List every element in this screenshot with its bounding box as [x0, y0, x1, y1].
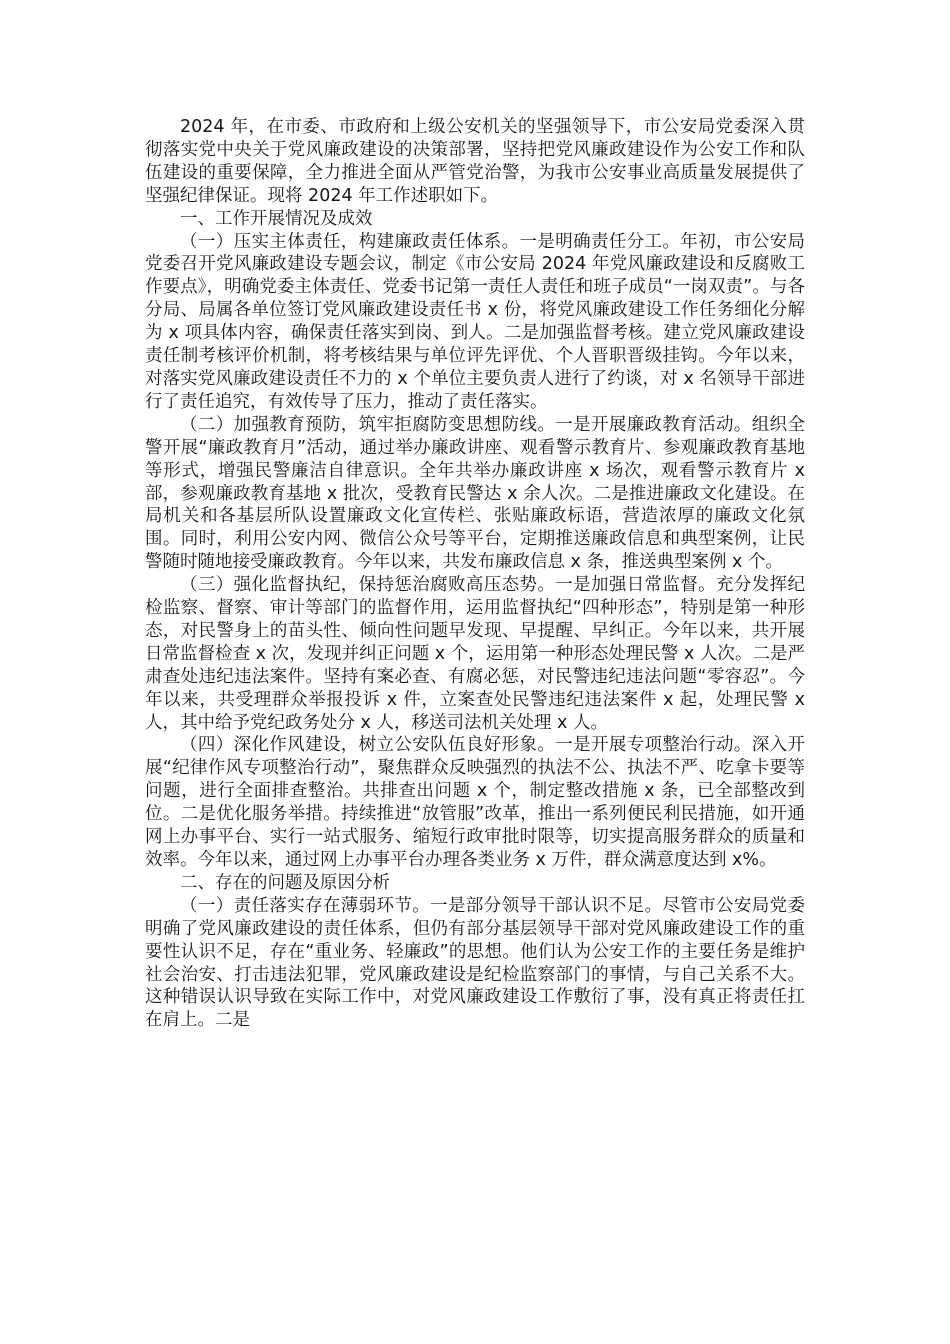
paragraph-problems: （一）责任落实存在薄弱环节。一是部分领导干部认识不足。尽管市公安局党委明确了党风廉政建设的责任体系，但仍有部分基层领导干部对党风廉政建设工作的重要性认识不足，存在“重业务、轻廉政”的思想。他们认为公安工作的主要任务是维护社会治安、打击违法犯罪，党风廉政建设是纪检监察部门的事情，与自己关系不大。这种错误认识导致在实际工作中，对党风廉政建设工作敷衍了事，没有真正将责任扛在肩上。二是 — [145, 895, 805, 1031]
paragraph-responsibility: （一）压实主体责任，构建廉政责任体系。一是明确责任分工。年初，市公安局党委召开党风廉政建设专题会议，制定《市公安局 2024 年党风廉政建设和反腐败工作要点》，明确党委主体责任、党委书记第一责任人责任和班子成员“一岗双责”。与各分局、局属各单位签订党风廉政建设责任书 x 份，将党风廉政建设工作任务细化分解为 x 项具体内容，确保责任落实到岗、到人。二是加强监督考核。建立党风廉政建设责任制考核评价机制，将考核结果与单位评先评优、个人晋职晋级挂钩。今年以来，对落实党风廉政建设责任不力的 x 个单位主要负责人进行了约谈，对 x 名领导干部进行了责任追究，有效传导了压力，推动了责任落实。 — [145, 231, 805, 412]
paragraph-education: （二）加强教育预防，筑牢拒腐防变思想防线。一是开展廉政教育活动。组织全警开展“廉政教育月”活动，通过举办廉政讲座、观看警示教育片、参观廉政教育基地等形式，增强民警廉洁自律意识。全年共举办廉政讲座 x 场次，观看警示教育片 x 部，参观廉政教育基地 x 批次，受教育民警达 x 余人次。二是推进廉政文化建设。在局机关和各基层所队设置廉政文化宣传栏、张贴廉政标语，营造浓厚的廉政文化氛围。同时，利用公安内网、微信公众号等平台，定期推送廉政信息和典型案例，让民警随时随地接受廉政教育。今年以来，共发布廉政信息 x 条，推送典型案例 x 个。 — [145, 414, 805, 573]
section-heading-2: 二、存在的问题及原因分析 — [180, 872, 390, 893]
intro-paragraph: 2024 年，在市委、市政府和上级公安机关的坚强领导下，市公安局党委深入贯彻落实党中央关于党风廉政建设的决策部署，坚持把党风廉政建设作为公安工作和队伍建设的重要保障，全力推进全面从严管党治警，为我市公安事业高质量发展提供了坚强纪律保证。现将 2024 年工作述职如下。 — [145, 117, 805, 206]
paragraph-supervision: （三）强化监督执纪，保持惩治腐败高压态势。一是加强日常监督。充分发挥纪检监察、督察、审计等部门的监督作用，运用监督执纪“四种形态”，特别是第一种形态，对民警身上的苗头性、倾向性问题早发现、早提醒、早纠正。今年以来，共开展日常监督检查 x 次，发现并纠正问题 x 个，运用第一种形态处理民警 x 人次。二是严肃查处违纪违法案件。坚持有案必查、有腐必惩，对民警违纪违法问题“零容忍”。今年以来，共受理群众举报投诉 x 件，立案查处民警违纪违法案件 x 起，处理民警 x 人，其中给予党纪政务处分 x 人，移送司法机关处理 x 人。 — [145, 575, 805, 733]
document-body — [145, 116, 805, 1032]
section-heading-1: 一、工作开展情况及成效 — [180, 208, 373, 229]
paragraph-conduct: （四）深化作风建设，树立公安队伍良好形象。一是开展专项整治行动。深入开展“纪律作风专项整治行动”，聚焦群众反映强烈的执法不公、执法不严、吃拿卡要等问题，进行全面排查整治。共排查出问题 x 个，制定整改措施 x 条，已全部整改到位。二是优化服务举措。持续推进“放管服”改革，推出一系列便民利民措施，如开通网上办事平台、实行一站式服务、缩短行政审批时限等，切实提高服务群众的质量和效率。今年以来，通过网上办事平台办理各类业务 x 万件，群众满意度达到 x%。 — [145, 735, 805, 870]
